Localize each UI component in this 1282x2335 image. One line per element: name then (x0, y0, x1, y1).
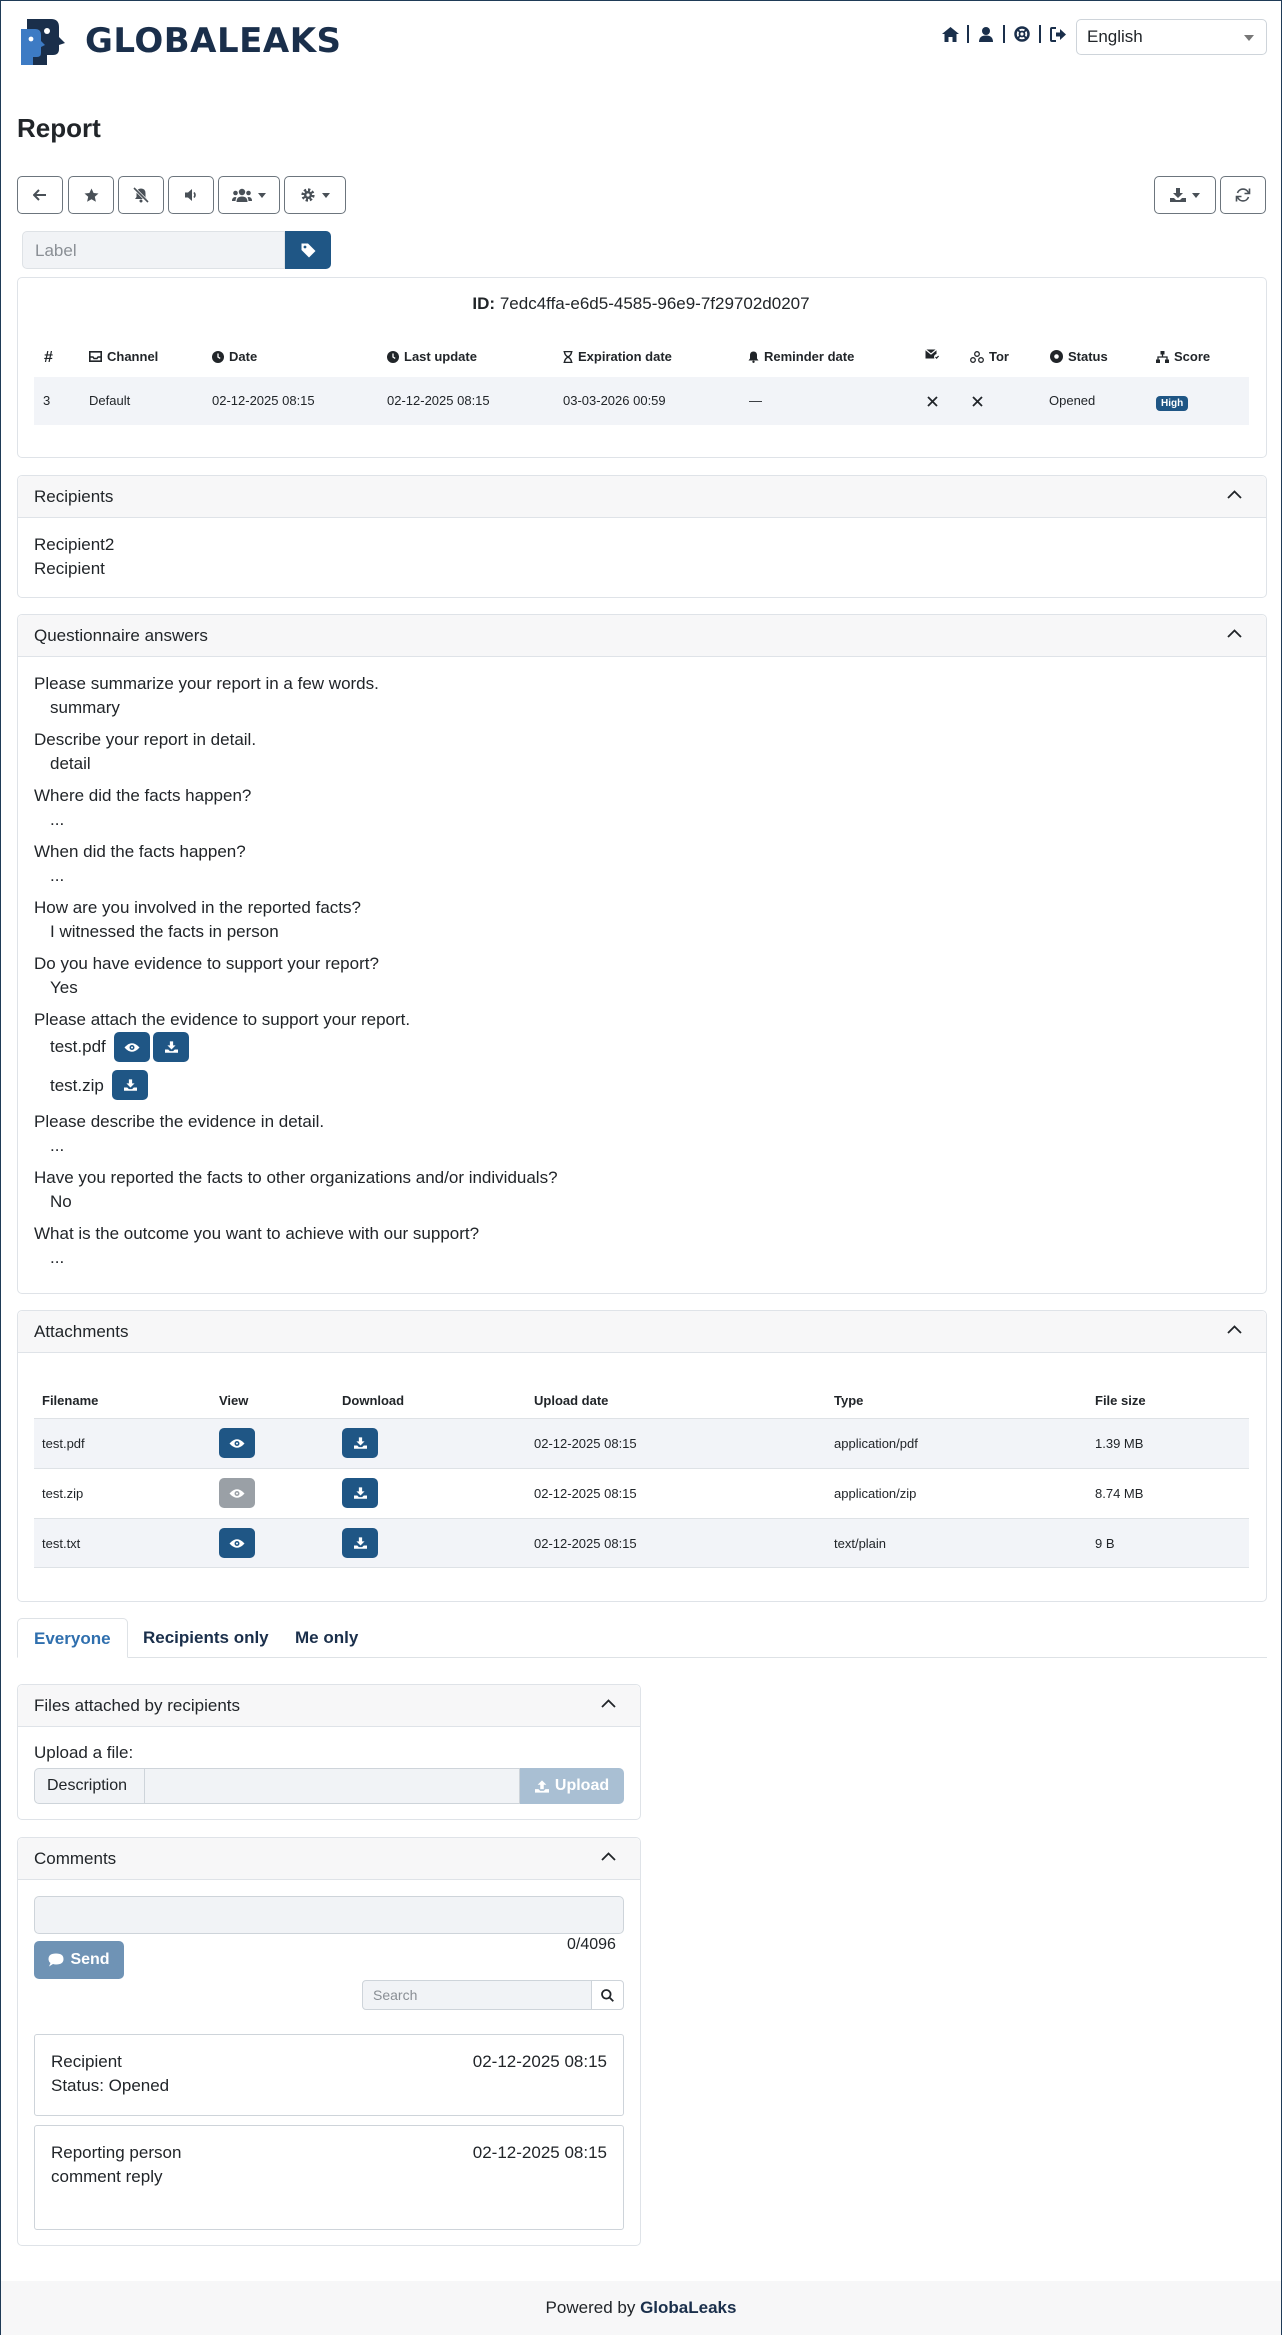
answer: ... (50, 810, 65, 829)
visibility-tabs (17, 1618, 1267, 1658)
download-evidence-button[interactable] (112, 1070, 148, 1100)
footer-prefix: Powered by (545, 2298, 636, 2317)
top-navigation (939, 23, 1069, 45)
cell-last-update: 02-12-2025 08:15 (387, 393, 490, 408)
envelope-check-icon (925, 349, 940, 360)
view-attachment-button[interactable] (219, 1428, 255, 1458)
bell-slash-icon (133, 187, 149, 203)
gear-icon (300, 187, 316, 203)
question: Have you reported the facts to other organizations and/or individuals? (34, 1168, 558, 1187)
reload-button[interactable] (1220, 176, 1266, 214)
description-addon: Description (34, 1768, 145, 1804)
col-date (212, 349, 257, 364)
search-button[interactable] (591, 1980, 624, 2010)
nav-divider (967, 25, 969, 43)
col-view: View (219, 1393, 249, 1408)
tag-icon (301, 243, 316, 258)
col-tor-label: Tor (989, 349, 1009, 364)
report-id-label: ID: (472, 294, 496, 313)
col-score (1156, 349, 1210, 364)
answer: detail (50, 754, 91, 773)
tor-disabled-x-icon (972, 395, 983, 410)
settings-dropdown-button[interactable] (284, 176, 346, 214)
star-icon (84, 188, 99, 203)
caret-down-icon (1192, 193, 1200, 198)
question: What is the outcome you want to achieve with our support? (34, 1224, 480, 1243)
attachments-title: Attachments (34, 1322, 129, 1341)
sitemap-icon (1156, 351, 1169, 363)
tab-everyone[interactable]: Everyone (17, 1618, 128, 1658)
files-card-header[interactable] (18, 1685, 640, 1727)
report-id (1, 294, 1281, 314)
inbox-icon (89, 351, 102, 362)
upload-group (34, 1768, 624, 1804)
mute-notifications-button[interactable] (118, 176, 164, 214)
upload-label: Upload a file: (34, 1743, 134, 1762)
col-score-label: Score (1174, 349, 1211, 364)
volume-icon (184, 188, 198, 202)
answer: summary (50, 698, 120, 717)
eye-icon (229, 1488, 245, 1499)
comment-char-counter: 0/4096 (567, 1936, 616, 1953)
recipients-title: Recipients (34, 487, 114, 506)
upload-icon (535, 1780, 549, 1793)
attachment-type: application/zip (834, 1486, 917, 1501)
cell-number: 3 (43, 393, 51, 408)
evidence-file-name: test.zip (50, 1076, 104, 1095)
col-filename: Filename (42, 1393, 99, 1408)
logout-icon[interactable] (1047, 23, 1069, 45)
question: When did the facts happen? (34, 842, 246, 861)
attachment-type: application/pdf (834, 1436, 918, 1451)
brand-name: GLOBALEAKS (85, 21, 342, 61)
cell-status: Opened (1049, 393, 1096, 408)
nav-divider (1003, 25, 1005, 43)
col-download: Download (342, 1393, 405, 1408)
question: Do you have evidence to support your report? (34, 954, 379, 973)
comments-card-header[interactable] (18, 1838, 640, 1880)
comment-icon (48, 1953, 64, 1967)
download-icon (354, 1487, 367, 1499)
download-icon (354, 1437, 367, 1449)
comment-item (34, 2125, 624, 2230)
language-value: English (1087, 27, 1143, 46)
search-icon (601, 1989, 614, 2002)
attachment-size: 8.74 MB (1095, 1486, 1144, 1501)
col-expiration-label: Expiration date (578, 349, 672, 364)
upload-button-label: Upload (554, 1777, 610, 1794)
footer-brand-link[interactable]: GlobaLeaks (640, 2298, 737, 2317)
nav-divider (1039, 25, 1041, 43)
page-title: Report (17, 113, 101, 143)
answer: No (50, 1192, 72, 1211)
cell-reminder: — (749, 393, 762, 408)
files-card-title: Files attached by recipients (34, 1696, 240, 1715)
question: Please summarize your report in a few words. (34, 674, 379, 693)
globaleaks-logo-icon (17, 15, 69, 67)
col-last-update-label: Last update (404, 349, 477, 364)
send-button-label: Send (70, 1951, 110, 1968)
col-notification (925, 349, 940, 360)
recipients-card (17, 475, 1267, 598)
attachment-filename: test.pdf (42, 1436, 85, 1451)
tab-recipients-only[interactable]: Recipients only (143, 1628, 269, 1647)
col-tor (970, 349, 1009, 364)
attachment-size: 9 B (1095, 1536, 1115, 1551)
important-button[interactable] (68, 176, 114, 214)
comment-author: Reporting person (51, 2143, 182, 2162)
comment-textarea[interactable] (34, 1896, 624, 1934)
recipients-dropdown-button[interactable] (218, 176, 280, 214)
download-attachment-button[interactable] (342, 1428, 378, 1458)
tab-me-only[interactable]: Me only (295, 1628, 359, 1647)
download-attachment-button[interactable] (342, 1528, 378, 1558)
language-select[interactable] (1076, 19, 1267, 55)
view-evidence-button[interactable] (114, 1032, 150, 1062)
cell-expiration: 03-03-2026 00:59 (563, 393, 666, 408)
comment-date: 02-12-2025 08:15 (472, 2143, 607, 2162)
users-icon (232, 188, 252, 202)
col-channel (89, 349, 158, 364)
comment-text: Status: Opened (51, 2076, 170, 2095)
question: Describe your report in detail. (34, 730, 257, 749)
attachment-filename: test.txt (42, 1536, 81, 1551)
questionnaire-card-header[interactable] (18, 615, 1266, 657)
answer: ... (50, 1136, 65, 1155)
col-number: # (44, 349, 53, 366)
col-expiration (563, 349, 672, 364)
comment-search-input[interactable]: Search (362, 1980, 592, 2010)
caret-down-icon (258, 193, 266, 198)
table-row (34, 1468, 1249, 1518)
attachment-size: 1.39 MB (1095, 1436, 1144, 1451)
report-id-value: 7edc4ffa-e6d5-4585-96e9-7f29702d0207 (499, 294, 810, 313)
table-row (34, 1518, 1249, 1568)
arrow-left-icon (33, 189, 47, 201)
chevron-up-icon[interactable] (601, 1699, 616, 1708)
table-row (34, 1418, 1249, 1468)
question: Where did the facts happen? (34, 786, 252, 805)
attachment-type: text/plain (834, 1536, 887, 1551)
comment-text: comment reply (51, 2167, 163, 2186)
answer: I witnessed the facts in person (50, 922, 279, 941)
questionnaire-title: Questionnaire answers (34, 626, 208, 645)
eye-icon (229, 1438, 245, 1449)
attachment-upload-date: 02-12-2025 08:15 (534, 1536, 637, 1551)
answer: Yes (50, 978, 78, 997)
attachments-card-header[interactable] (18, 1311, 1266, 1353)
user-icon[interactable] (975, 23, 997, 45)
score-badge-label: High (1156, 396, 1188, 411)
hourglass-icon (563, 351, 573, 363)
footer (1, 2281, 1281, 2335)
attachment-upload-date: 02-12-2025 08:15 (534, 1436, 637, 1451)
cell-channel: Default (89, 393, 131, 408)
question: How are you involved in the reported facts? (34, 898, 361, 917)
clock-icon (212, 351, 224, 363)
download-icon (1170, 188, 1186, 202)
label-input[interactable]: Label (22, 231, 285, 269)
chevron-up-icon[interactable] (1227, 629, 1242, 638)
chevron-up-icon[interactable] (1227, 490, 1242, 499)
comments-title: Comments (34, 1849, 117, 1868)
download-icon (165, 1041, 178, 1053)
eye-icon (229, 1538, 245, 1549)
tor-onion-icon (970, 351, 984, 363)
caret-down-icon (322, 193, 330, 198)
dot-circle-icon (1050, 350, 1063, 363)
score-badge (1156, 394, 1188, 409)
download-attachment-button[interactable] (342, 1478, 378, 1508)
col-channel-label: Channel (107, 349, 159, 364)
logo[interactable] (17, 15, 342, 67)
recipients-card-header[interactable] (18, 476, 1266, 518)
refresh-icon (1235, 187, 1251, 203)
col-upload-date: Upload date (534, 1393, 609, 1408)
back-button[interactable] (17, 176, 63, 214)
col-reminder (748, 349, 854, 364)
recipient-item: Recipient (34, 559, 105, 578)
notification-disabled-x-icon (927, 395, 938, 410)
question: Please describe the evidence in detail. (34, 1112, 325, 1131)
col-last-update (387, 349, 477, 364)
answer: ... (50, 866, 65, 885)
support-icon[interactable] (1011, 23, 1033, 45)
chevron-up-icon[interactable] (1227, 1325, 1242, 1334)
download-evidence-button[interactable] (153, 1032, 189, 1062)
view-attachment-button[interactable] (219, 1528, 255, 1558)
cell-date: 02-12-2025 08:15 (212, 393, 315, 408)
col-file-size: File size (1095, 1393, 1146, 1408)
comment-author: Recipient (51, 2052, 122, 2071)
save-label-button[interactable] (285, 231, 331, 269)
comment-item (34, 2034, 624, 2116)
col-status (1050, 349, 1108, 364)
recipient-item: Recipient2 (34, 535, 115, 554)
attachment-upload-date: 02-12-2025 08:15 (534, 1486, 637, 1501)
col-reminder-label: Reminder date (764, 349, 855, 364)
attachment-filename: test.zip (42, 1486, 84, 1501)
download-icon (354, 1537, 367, 1549)
question: Please attach the evidence to support your report. (34, 1010, 411, 1029)
bell-icon (748, 351, 759, 363)
answer: ... (50, 1248, 65, 1267)
clock-icon (387, 351, 399, 363)
send-comment-button[interactable] (34, 1941, 124, 1979)
download-icon (124, 1079, 137, 1091)
chevron-up-icon[interactable] (601, 1852, 616, 1861)
col-status-label: Status (1068, 349, 1108, 364)
export-dropdown-button[interactable] (1154, 176, 1216, 214)
chevron-down-icon (1244, 35, 1254, 41)
view-attachment-button-disabled (219, 1478, 255, 1508)
description-input[interactable] (145, 1768, 520, 1804)
eye-icon (124, 1042, 140, 1053)
upload-button[interactable] (520, 1768, 624, 1804)
col-date-label: Date (229, 349, 258, 364)
comment-date: 02-12-2025 08:15 (472, 2052, 607, 2071)
col-type: Type (834, 1393, 864, 1408)
postpone-button[interactable] (168, 176, 214, 214)
evidence-file-name: test.pdf (50, 1037, 106, 1056)
home-icon[interactable] (939, 23, 961, 45)
